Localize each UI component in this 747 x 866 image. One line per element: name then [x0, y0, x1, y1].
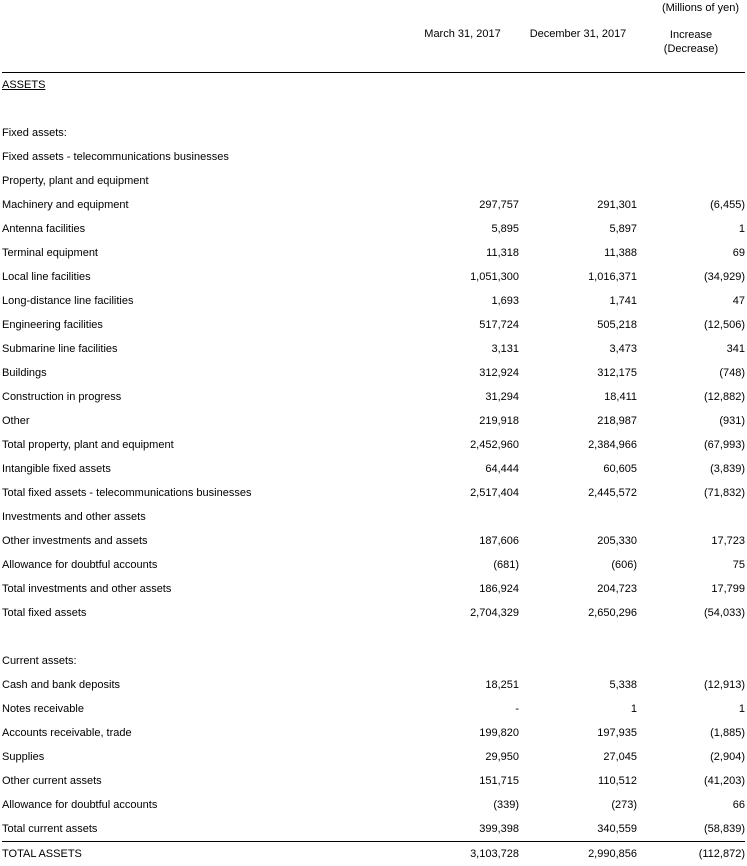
table-row	[2, 649, 745, 673]
row-value-march	[406, 73, 519, 98]
row-value-december: 110,512	[519, 769, 637, 793]
row-label	[2, 625, 406, 649]
row-label: Buildings	[2, 361, 406, 385]
balance-sheet-table	[2, 18, 745, 866]
table-row	[2, 601, 745, 625]
row-value-december: 2,650,296	[519, 601, 637, 625]
row-value-march: 1,051,300	[406, 265, 519, 289]
row-label: Accounts receivable, trade	[2, 721, 406, 745]
row-value-march: (339)	[406, 793, 519, 817]
row-value-december: 11,388	[519, 241, 637, 265]
row-value-march: 5,895	[406, 217, 519, 241]
table-row	[2, 361, 745, 385]
row-value-december: 218,987	[519, 409, 637, 433]
row-value-march: 187,606	[406, 529, 519, 553]
table-row	[2, 769, 745, 793]
row-label: Terminal equipment	[2, 241, 406, 265]
table-row	[2, 433, 745, 457]
row-value-march: 3,131	[406, 337, 519, 361]
header-cell-change	[637, 18, 745, 73]
row-value-december: 197,935	[519, 721, 637, 745]
row-value-march: 2,452,960	[406, 433, 519, 457]
row-label: Total investments and other assets	[2, 577, 406, 601]
table-row-total	[2, 842, 745, 866]
row-value-change	[637, 145, 745, 169]
table-row	[2, 793, 745, 817]
row-value-change: 1	[637, 697, 745, 721]
table-row	[2, 385, 745, 409]
row-label: Cash and bank deposits	[2, 673, 406, 697]
row-value-change-total: (112,872)	[637, 842, 745, 866]
row-value-march-total: 3,103,728	[406, 842, 519, 866]
row-value-march: 399,398	[406, 817, 519, 842]
table-row	[2, 97, 745, 121]
table-header-row	[2, 18, 745, 73]
row-value-december	[519, 169, 637, 193]
row-value-march: 2,517,404	[406, 481, 519, 505]
row-value-march: 297,757	[406, 193, 519, 217]
row-label: Fixed assets - telecommunications businesses	[2, 145, 406, 169]
row-value-december: 505,218	[519, 313, 637, 337]
row-value-change: (748)	[637, 361, 745, 385]
row-value-march: 186,924	[406, 577, 519, 601]
row-label: Intangible fixed assets	[2, 457, 406, 481]
row-value-change: (6,455)	[637, 193, 745, 217]
table-row	[2, 481, 745, 505]
header-cell-december: December 31, 2017	[519, 18, 637, 73]
row-value-change: (12,913)	[637, 673, 745, 697]
units-note: (Millions of yen)	[662, 2, 739, 14]
row-value-december	[519, 145, 637, 169]
row-label: Allowance for doubtful accounts	[2, 793, 406, 817]
row-value-march: -	[406, 697, 519, 721]
row-value-change: 1	[637, 217, 745, 241]
row-value-change: (67,993)	[637, 433, 745, 457]
row-label: Other current assets	[2, 769, 406, 793]
row-value-december	[519, 625, 637, 649]
row-value-march: 2,704,329	[406, 601, 519, 625]
row-value-march: 219,918	[406, 409, 519, 433]
row-value-december: 340,559	[519, 817, 637, 842]
row-value-december: 5,897	[519, 217, 637, 241]
row-value-change: 17,799	[637, 577, 745, 601]
row-label: Engineering facilities	[2, 313, 406, 337]
table-row	[2, 721, 745, 745]
table-row	[2, 625, 745, 649]
row-value-march: 1,693	[406, 289, 519, 313]
row-value-change	[637, 73, 745, 98]
row-value-change: 341	[637, 337, 745, 361]
table-row	[2, 289, 745, 313]
row-label: Current assets:	[2, 649, 406, 673]
row-value-december: 2,384,966	[519, 433, 637, 457]
row-label: Investments and other assets	[2, 505, 406, 529]
row-label: Total current assets	[2, 817, 406, 842]
row-value-change	[637, 169, 745, 193]
row-label: Local line facilities	[2, 265, 406, 289]
row-value-december	[519, 649, 637, 673]
row-value-december: (606)	[519, 553, 637, 577]
row-value-change: (3,839)	[637, 457, 745, 481]
row-value-march: (681)	[406, 553, 519, 577]
row-label: Total fixed assets	[2, 601, 406, 625]
row-value-march: 151,715	[406, 769, 519, 793]
row-value-change: (931)	[637, 409, 745, 433]
header-cell-march: March 31, 2017	[406, 18, 519, 73]
header-cell-blank	[2, 18, 406, 73]
row-value-change: (12,506)	[637, 313, 745, 337]
row-label: Machinery and equipment	[2, 193, 406, 217]
row-label-text: ASSETS	[2, 79, 45, 91]
row-label: Other investments and assets	[2, 529, 406, 553]
row-value-change: (34,929)	[637, 265, 745, 289]
table-row	[2, 457, 745, 481]
row-label: Construction in progress	[2, 385, 406, 409]
row-value-december: 291,301	[519, 193, 637, 217]
row-value-march: 18,251	[406, 673, 519, 697]
row-value-december: 1,016,371	[519, 265, 637, 289]
row-value-march: 11,318	[406, 241, 519, 265]
row-value-december	[519, 505, 637, 529]
table-row	[2, 217, 745, 241]
row-value-change	[637, 121, 745, 145]
row-label: Allowance for doubtful accounts	[2, 553, 406, 577]
row-value-march	[406, 121, 519, 145]
row-label: Submarine line facilities	[2, 337, 406, 361]
row-value-march	[406, 649, 519, 673]
table-row	[2, 337, 745, 361]
table-row	[2, 529, 745, 553]
row-value-march: 517,724	[406, 313, 519, 337]
table-row	[2, 505, 745, 529]
row-value-december: 2,445,572	[519, 481, 637, 505]
row-value-december: 60,605	[519, 457, 637, 481]
table-row	[2, 169, 745, 193]
row-value-march: 29,950	[406, 745, 519, 769]
row-value-change: 69	[637, 241, 745, 265]
table-row	[2, 817, 745, 842]
row-value-december: 18,411	[519, 385, 637, 409]
row-value-december: 312,175	[519, 361, 637, 385]
table-row	[2, 577, 745, 601]
row-value-change: (12,882)	[637, 385, 745, 409]
table-row	[2, 697, 745, 721]
row-label: Long-distance line facilities	[2, 289, 406, 313]
row-value-change: (54,033)	[637, 601, 745, 625]
row-label	[2, 97, 406, 121]
row-value-change	[637, 649, 745, 673]
table-row	[2, 265, 745, 289]
table-row	[2, 193, 745, 217]
row-value-march: 64,444	[406, 457, 519, 481]
row-value-change: 47	[637, 289, 745, 313]
row-value-change: (1,885)	[637, 721, 745, 745]
row-value-december: 5,338	[519, 673, 637, 697]
row-value-change: 17,723	[637, 529, 745, 553]
row-value-march: 31,294	[406, 385, 519, 409]
row-value-change: (71,832)	[637, 481, 745, 505]
row-label-total: TOTAL ASSETS	[2, 842, 406, 866]
row-value-december: 27,045	[519, 745, 637, 769]
table-row	[2, 145, 745, 169]
row-value-march	[406, 169, 519, 193]
row-value-march	[406, 145, 519, 169]
row-value-december	[519, 73, 637, 98]
row-value-march: 199,820	[406, 721, 519, 745]
row-label: Total fixed assets - telecommunications businesses	[2, 481, 406, 505]
row-label: Antenna facilities	[2, 217, 406, 241]
row-value-december: (273)	[519, 793, 637, 817]
row-value-change	[637, 97, 745, 121]
table-row	[2, 241, 745, 265]
row-value-december	[519, 97, 637, 121]
header-change-line2: (Decrease)	[637, 42, 745, 56]
row-value-change: (2,904)	[637, 745, 745, 769]
table-rows	[2, 73, 745, 842]
row-value-change: 66	[637, 793, 745, 817]
row-value-december: 204,723	[519, 577, 637, 601]
row-label: Notes receivable	[2, 697, 406, 721]
row-label: Total property, plant and equipment	[2, 433, 406, 457]
table-body	[2, 18, 745, 73]
table-row	[2, 121, 745, 145]
row-label: Other	[2, 409, 406, 433]
row-label	[2, 73, 406, 98]
table-row	[2, 745, 745, 769]
row-value-change: (41,203)	[637, 769, 745, 793]
table-row	[2, 553, 745, 577]
table-total	[2, 842, 745, 866]
row-value-december-total: 2,990,856	[519, 842, 637, 866]
row-value-change	[637, 505, 745, 529]
row-value-december	[519, 121, 637, 145]
row-value-change: (58,839)	[637, 817, 745, 842]
row-value-change: 75	[637, 553, 745, 577]
table-row	[2, 313, 745, 337]
table-row	[2, 409, 745, 433]
row-value-march	[406, 625, 519, 649]
row-label: Supplies	[2, 745, 406, 769]
table-row	[2, 73, 745, 98]
row-value-december: 1	[519, 697, 637, 721]
row-value-march	[406, 97, 519, 121]
row-value-december: 1,741	[519, 289, 637, 313]
row-value-march	[406, 505, 519, 529]
row-value-change	[637, 625, 745, 649]
row-value-december: 205,330	[519, 529, 637, 553]
table-row	[2, 673, 745, 697]
header-change-line1: Increase	[637, 28, 745, 42]
row-value-december: 3,473	[519, 337, 637, 361]
row-label: Property, plant and equipment	[2, 169, 406, 193]
row-value-march: 312,924	[406, 361, 519, 385]
row-label: Fixed assets:	[2, 121, 406, 145]
